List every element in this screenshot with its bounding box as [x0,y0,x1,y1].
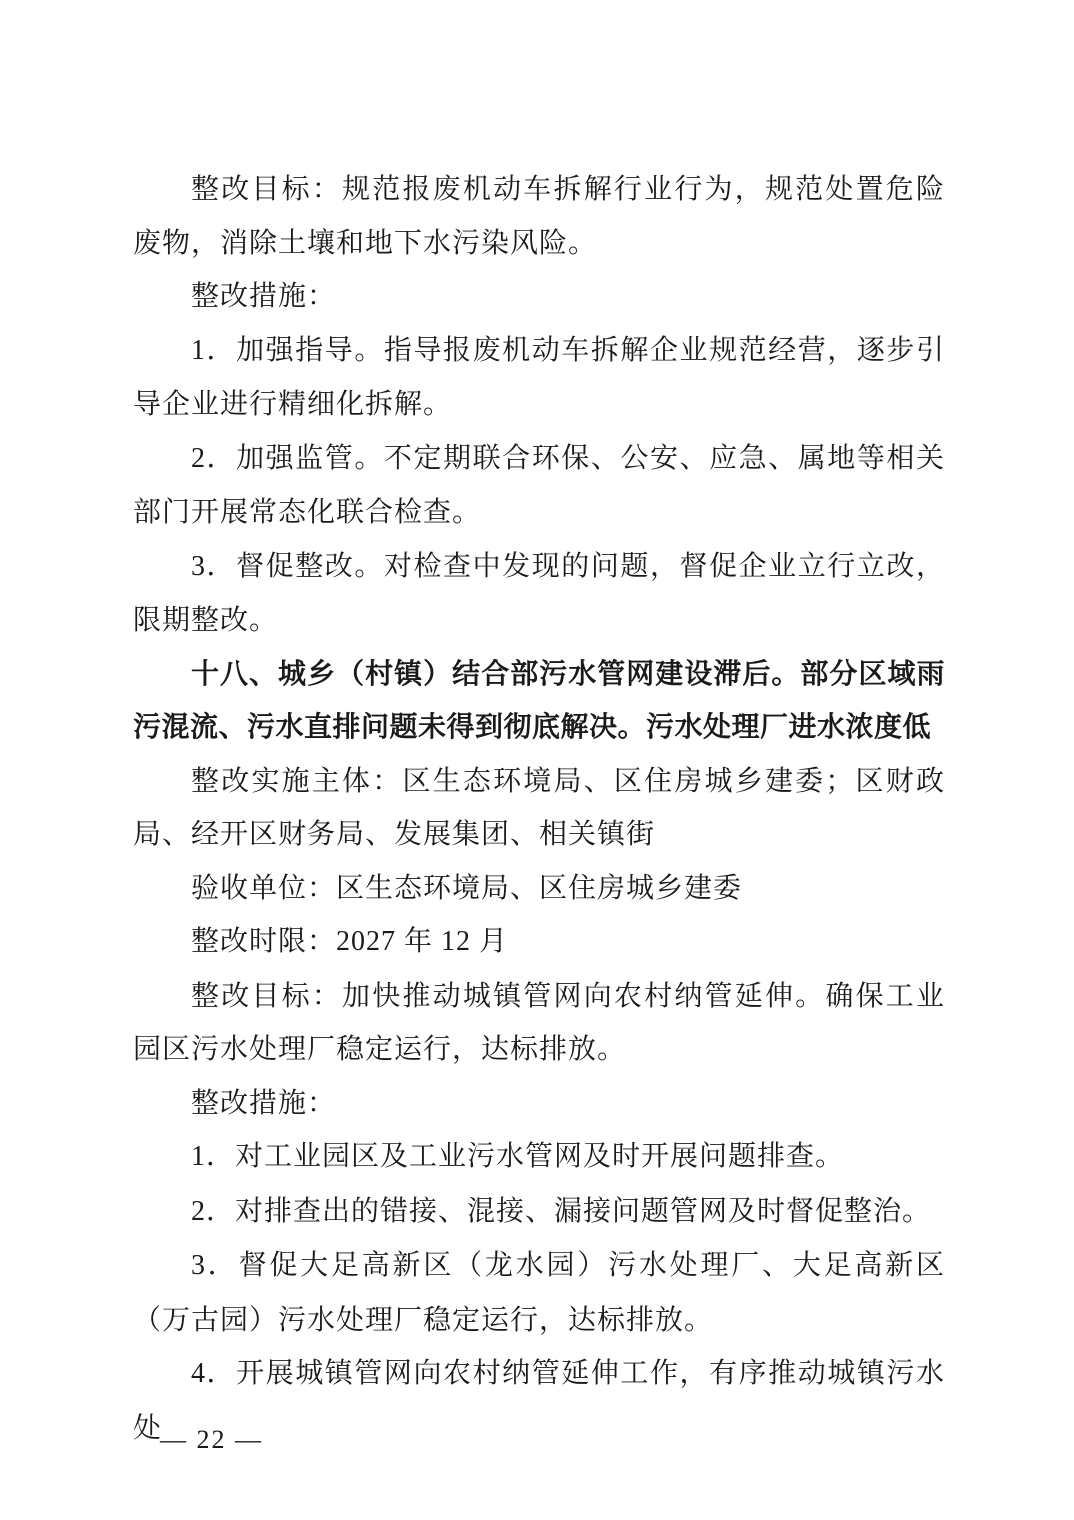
list-item-text: 开展城镇管网向农村纳管延伸工作，有序推动城镇污水处 [133,1356,945,1444]
list-item-text: 加强监管。不定期联合环保、公安、应急、属地等相关部门开展常态化联合检查。 [133,440,945,528]
page-body [133,162,945,1454]
list-item-text: 督促大足高新区（龙水园）污水处理厂、大足高新区（万古园）污水处理厂稳定运行，达标排放。 [133,1248,945,1336]
entity-text: 区生态环境局、区住房城乡建委；区财政局、经开区财务局、发展集团、相关镇街 [133,763,945,850]
section18-deadline [133,914,945,969]
acceptance-label: 验收单位： [191,870,337,904]
list-item [133,1184,945,1239]
entity-label: 整改实施主体： [191,763,403,797]
measures-label: 整改措施： [191,1085,337,1119]
section17-goal [133,162,945,269]
list-item [133,1238,945,1346]
list-item-text: 对排查出的错接、混接、漏接问题管网及时督促整治。 [235,1193,932,1227]
goal-text: 加快推动城镇管网向农村纳管延伸。确保工业园区污水处理厂稳定运行，达标排放。 [133,978,945,1065]
list-item [133,1129,945,1184]
measures-label: 整改措施： [191,279,337,312]
list-item-number: 3． [191,550,237,582]
goal-text: 规范报废机动车拆解行业行为，规范处置危险废物，消除土壤和地下水污染风险。 [133,172,945,259]
list-item-text: 加强指导。指导报废机动车拆解企业规范经营，逐步引导企业进行精细化拆解。 [133,332,945,420]
section18-heading: 十八、城乡（村镇）结合部污水管网建设滞后。部分区域雨污混流、污水直排问题未得到彻底解决。污水处理厂进水浓度低 [133,656,945,743]
list-item-number: 1． [191,1141,236,1172]
acceptance-text: 区生态环境局、区住房城乡建委 [336,870,743,904]
list-item [133,539,945,647]
section18-measures-label [133,1076,945,1130]
list-item-text: 对工业园区及工业污水管网及时开展问题排查。 [235,1139,845,1172]
list-item-number: 4． [191,1358,237,1389]
list-item-text: 督促整改。对检查中发现的问题，督促企业立行立改，限期整改。 [133,548,945,636]
list-item-number: 2． [191,442,237,474]
list-item-number: 3． [191,1250,239,1281]
goal-label: 整改目标： [191,172,343,205]
list-item-number: 2． [191,1195,236,1227]
list-item-number: 1． [191,334,237,366]
section18-entity [133,754,945,861]
list-item [133,431,945,539]
section18-acceptance [133,861,945,915]
list-item [133,323,945,431]
goal-label: 整改目标： [191,978,343,1012]
deadline-label: 整改时限： [191,924,337,957]
deadline-text: 2027 年 12 月 [336,926,509,957]
page-number: — 22 — [160,1425,263,1454]
section18-goal [133,969,945,1076]
section17-measures-label [133,269,945,323]
